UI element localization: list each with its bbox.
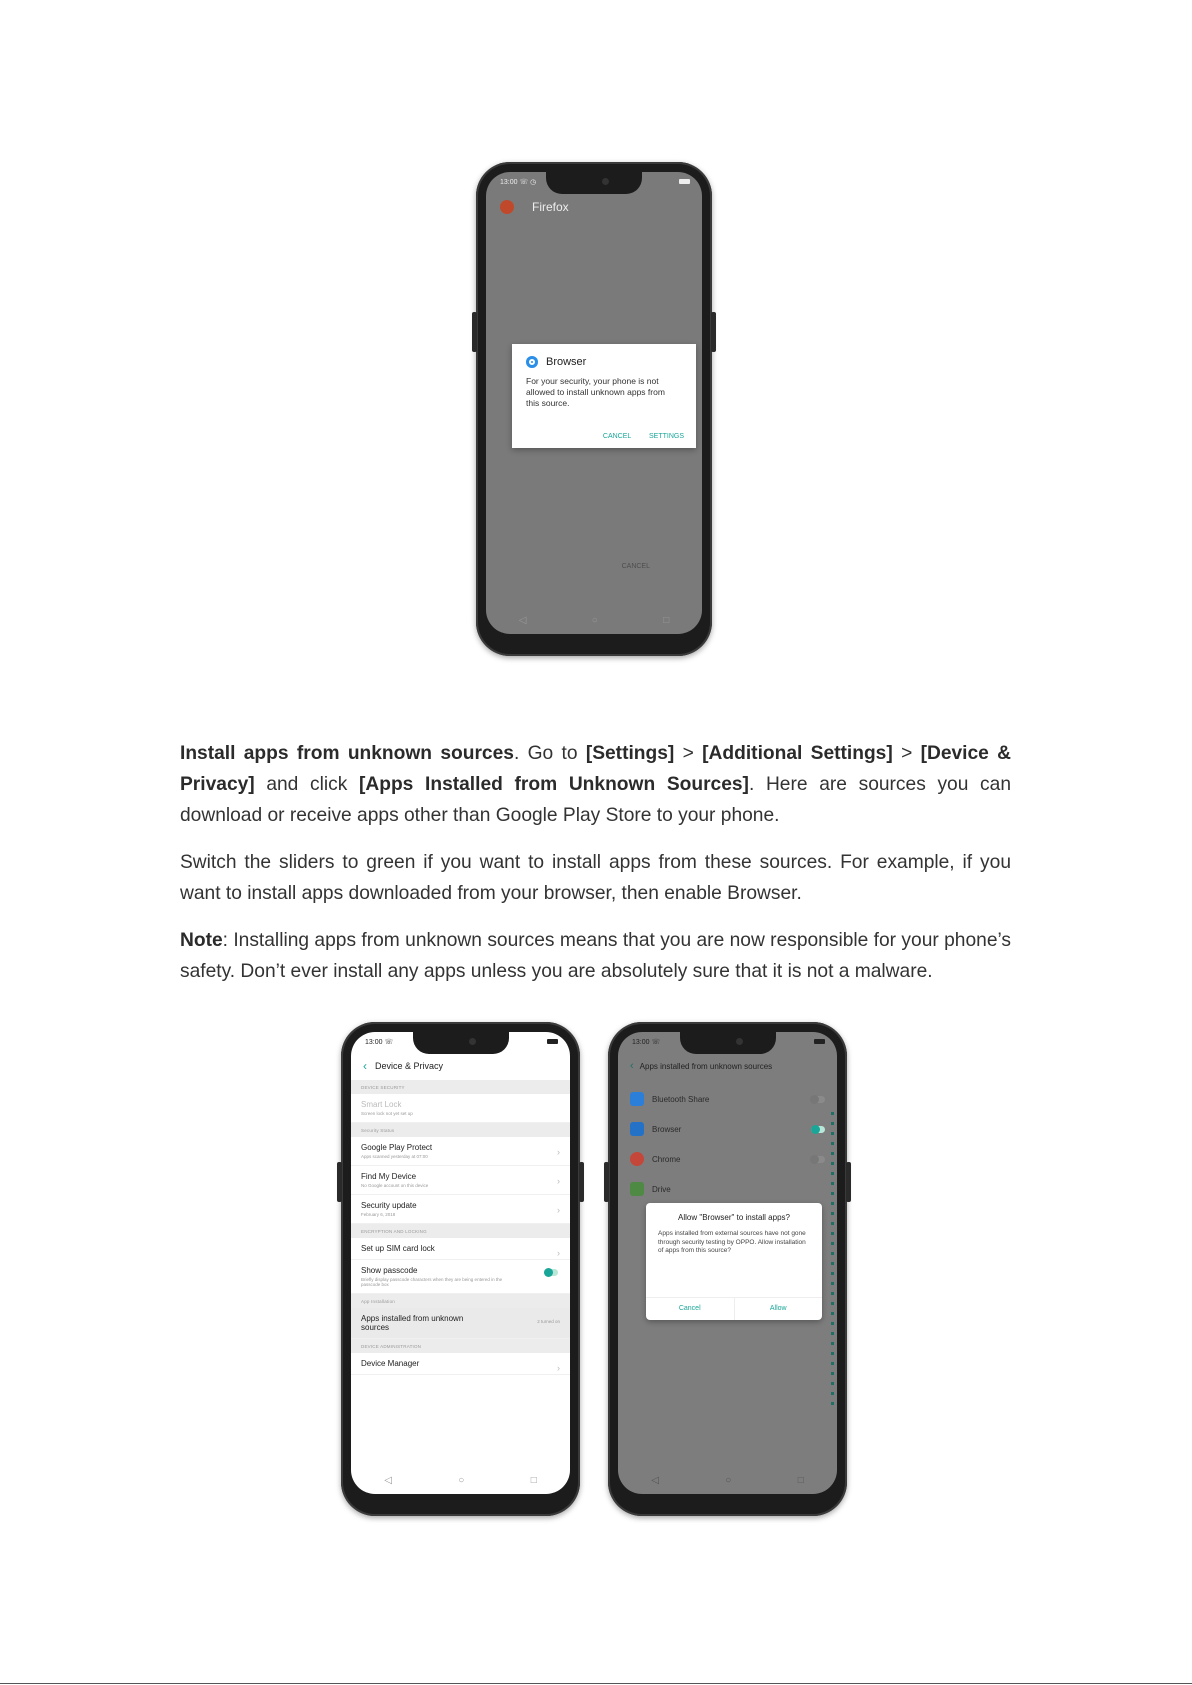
phone-screen xyxy=(618,1032,837,1494)
volume-button xyxy=(604,1162,609,1202)
bold-device-privacy: [Device & Privacy] xyxy=(180,743,1012,795)
browser-toggle[interactable] xyxy=(811,1126,825,1133)
page-header xyxy=(618,1054,837,1078)
recents-icon[interactable]: □ xyxy=(530,1474,537,1486)
section-header: DEVICE ADMINISTRATION xyxy=(351,1339,570,1353)
nav-bar xyxy=(351,1466,570,1494)
item-sublabel: No Google account on this device xyxy=(361,1183,429,1188)
dialog-title: Allow "Browser" to install apps? xyxy=(678,1213,790,1222)
battery-icon xyxy=(679,179,690,184)
notch xyxy=(413,1032,509,1054)
phone-screenshot-unknown-sources xyxy=(608,1022,847,1516)
paragraph-note xyxy=(180,925,1011,987)
phone-screenshot-device-privacy xyxy=(341,1022,580,1516)
back-arrow-icon[interactable]: ‹ xyxy=(363,1059,367,1073)
recents-icon[interactable]: □ xyxy=(797,1474,804,1486)
list-item-google-play-protect[interactable] xyxy=(351,1137,570,1166)
page-title: Apps installed from unknown sources xyxy=(639,1061,773,1071)
bold-note: Note xyxy=(180,930,223,951)
camera-icon xyxy=(602,178,609,185)
item-sublabel: Screen lock not yet set up xyxy=(361,1111,413,1116)
chevron-right-icon: › xyxy=(557,1248,560,1258)
paragraph-install-steps xyxy=(180,738,1011,831)
text-run: > xyxy=(674,743,703,764)
power-button xyxy=(711,312,716,352)
text-run: : Installing apps from unknown sources means that you are now responsible for your phone’s safety. Don’t ever install any apps unless you are absolutely sure that it is not a malware. xyxy=(180,930,1011,982)
item-label: Smart Lock xyxy=(361,1100,402,1109)
background-cancel-button[interactable]: CANCEL xyxy=(621,563,650,570)
list-item-unknown-sources[interactable] xyxy=(351,1308,570,1339)
app-list xyxy=(618,1084,837,1204)
item-label: Find My Device xyxy=(361,1172,417,1181)
chevron-right-icon: › xyxy=(557,1205,560,1215)
list-item-show-passcode[interactable] xyxy=(351,1260,570,1294)
status-time: 13:00 ☏ xyxy=(365,1039,394,1046)
section-header: ENCRYPTION AND LOCKING xyxy=(351,1224,570,1238)
text-run: . Here are sources you can download or receive apps other than Google Play Store to your phone. xyxy=(180,774,1011,826)
nav-bar xyxy=(618,1466,837,1494)
bold-additional-settings: [Additional Settings] xyxy=(702,743,893,764)
camera-icon xyxy=(469,1038,476,1045)
page-bottom-rule xyxy=(0,1683,1192,1684)
item-label: Bluetooth Share xyxy=(652,1094,710,1104)
text-run: > xyxy=(892,743,921,764)
passcode-toggle[interactable] xyxy=(544,1269,558,1276)
settings-list xyxy=(351,1080,570,1375)
item-label: Browser xyxy=(652,1124,682,1134)
home-icon[interactable]: ○ xyxy=(591,614,598,626)
list-item-find-my-device[interactable] xyxy=(351,1166,570,1195)
list-item-device-manager[interactable] xyxy=(351,1353,570,1375)
page-header xyxy=(351,1054,570,1078)
bold-settings: [Settings] xyxy=(585,743,675,764)
list-item-chrome[interactable] xyxy=(618,1144,837,1174)
item-sublabel: Briefly display passcode characters when they are being entered in the passcode box xyxy=(361,1277,503,1287)
dialog-app-name: Browser xyxy=(546,356,587,368)
index-scrollbar[interactable] xyxy=(831,1112,834,1412)
section-header: DEVICE SECURITY xyxy=(351,1080,570,1094)
item-label: Apps installed from unknown sources xyxy=(361,1314,464,1332)
back-icon[interactable]: ◁ xyxy=(518,614,527,626)
phone-screenshot-security-dialog xyxy=(476,162,712,656)
chevron-right-icon: › xyxy=(557,1363,560,1373)
list-item-smart-lock[interactable] xyxy=(351,1094,570,1123)
recents-icon[interactable]: □ xyxy=(663,614,670,626)
bold-heading: Install apps from unknown sources xyxy=(180,743,514,764)
bluetooth-share-toggle[interactable] xyxy=(811,1096,825,1103)
cancel-button[interactable]: CANCEL xyxy=(602,433,632,440)
unknown-source-dialog xyxy=(512,344,696,448)
item-label: Drive xyxy=(652,1184,671,1194)
back-arrow-icon[interactable]: ‹ xyxy=(630,1060,634,1072)
list-item-bluetooth-share[interactable] xyxy=(618,1084,837,1114)
item-label: Security update xyxy=(361,1201,417,1210)
phone-screen xyxy=(486,172,702,634)
chevron-right-icon: › xyxy=(557,1147,560,1157)
bold-apps-installed: [Apps Installed from Unknown Sources] xyxy=(359,774,749,795)
power-button xyxy=(579,1162,584,1202)
dialog-message: Apps installed from external sources have not gone through security testing by OPPO. Allow installation of apps from this source? xyxy=(658,1230,806,1254)
section-header: Security Status xyxy=(351,1123,570,1137)
list-item-browser[interactable] xyxy=(618,1114,837,1144)
item-label: Show passcode xyxy=(361,1266,418,1275)
browser-icon xyxy=(526,356,538,368)
firefox-icon xyxy=(500,200,514,214)
item-label: Google Play Protect xyxy=(361,1143,433,1152)
item-label: Chrome xyxy=(652,1154,681,1164)
notch xyxy=(680,1032,776,1054)
text-run: . Go to xyxy=(513,743,586,764)
drive-icon xyxy=(630,1182,644,1196)
back-icon[interactable]: ◁ xyxy=(384,1474,392,1486)
list-item-security-update[interactable] xyxy=(351,1195,570,1224)
battery-icon xyxy=(547,1039,558,1044)
power-button xyxy=(846,1162,851,1202)
app-header xyxy=(486,192,702,222)
app-title: Firefox xyxy=(532,200,569,214)
item-meta: 2 turned on xyxy=(537,1319,560,1324)
chrome-toggle[interactable] xyxy=(811,1156,825,1163)
allow-button[interactable]: Allow xyxy=(769,1305,787,1312)
text-run: and click xyxy=(254,774,359,795)
phone-screen xyxy=(351,1032,570,1494)
back-icon[interactable]: ◁ xyxy=(651,1474,659,1486)
settings-button[interactable]: SETTINGS xyxy=(648,433,684,440)
home-icon[interactable]: ○ xyxy=(458,1474,465,1486)
battery-icon xyxy=(814,1039,825,1044)
dialog-message: For your security, your phone is not allowed to install unknown apps from this source. xyxy=(526,376,665,408)
chrome-icon xyxy=(630,1152,644,1166)
browser-icon xyxy=(630,1122,644,1136)
bluetooth-icon xyxy=(630,1092,644,1106)
volume-button xyxy=(337,1162,342,1202)
notch xyxy=(546,172,642,194)
paragraph-sliders: Switch the sliders to green if you want to install apps from these sources. For example, if you want to install apps downloaded from your browser, then enable Browser. xyxy=(180,852,1011,904)
item-sublabel: Apps scanned yesterday at 07:00 xyxy=(361,1154,428,1159)
nav-bar xyxy=(486,606,702,634)
page-title: Device & Privacy xyxy=(375,1061,444,1071)
volume-button xyxy=(472,312,477,352)
status-time: 13:00 ☏ xyxy=(632,1039,661,1046)
instruction-text xyxy=(180,738,1011,1003)
chevron-right-icon: › xyxy=(557,1176,560,1186)
item-label: Set up SIM card lock xyxy=(361,1244,435,1253)
list-item-sim-lock[interactable] xyxy=(351,1238,570,1260)
home-icon[interactable]: ○ xyxy=(725,1474,732,1486)
item-label: Device Manager xyxy=(361,1359,420,1368)
item-sublabel: February 6, 2018 xyxy=(361,1212,396,1217)
status-time: 13:00 ☏ ◷ xyxy=(500,179,537,186)
list-item-drive[interactable] xyxy=(618,1174,837,1204)
camera-icon xyxy=(736,1038,743,1045)
allow-install-dialog xyxy=(646,1203,822,1320)
cancel-button[interactable]: Cancel xyxy=(646,1298,735,1320)
section-header: App Installation xyxy=(351,1294,570,1308)
